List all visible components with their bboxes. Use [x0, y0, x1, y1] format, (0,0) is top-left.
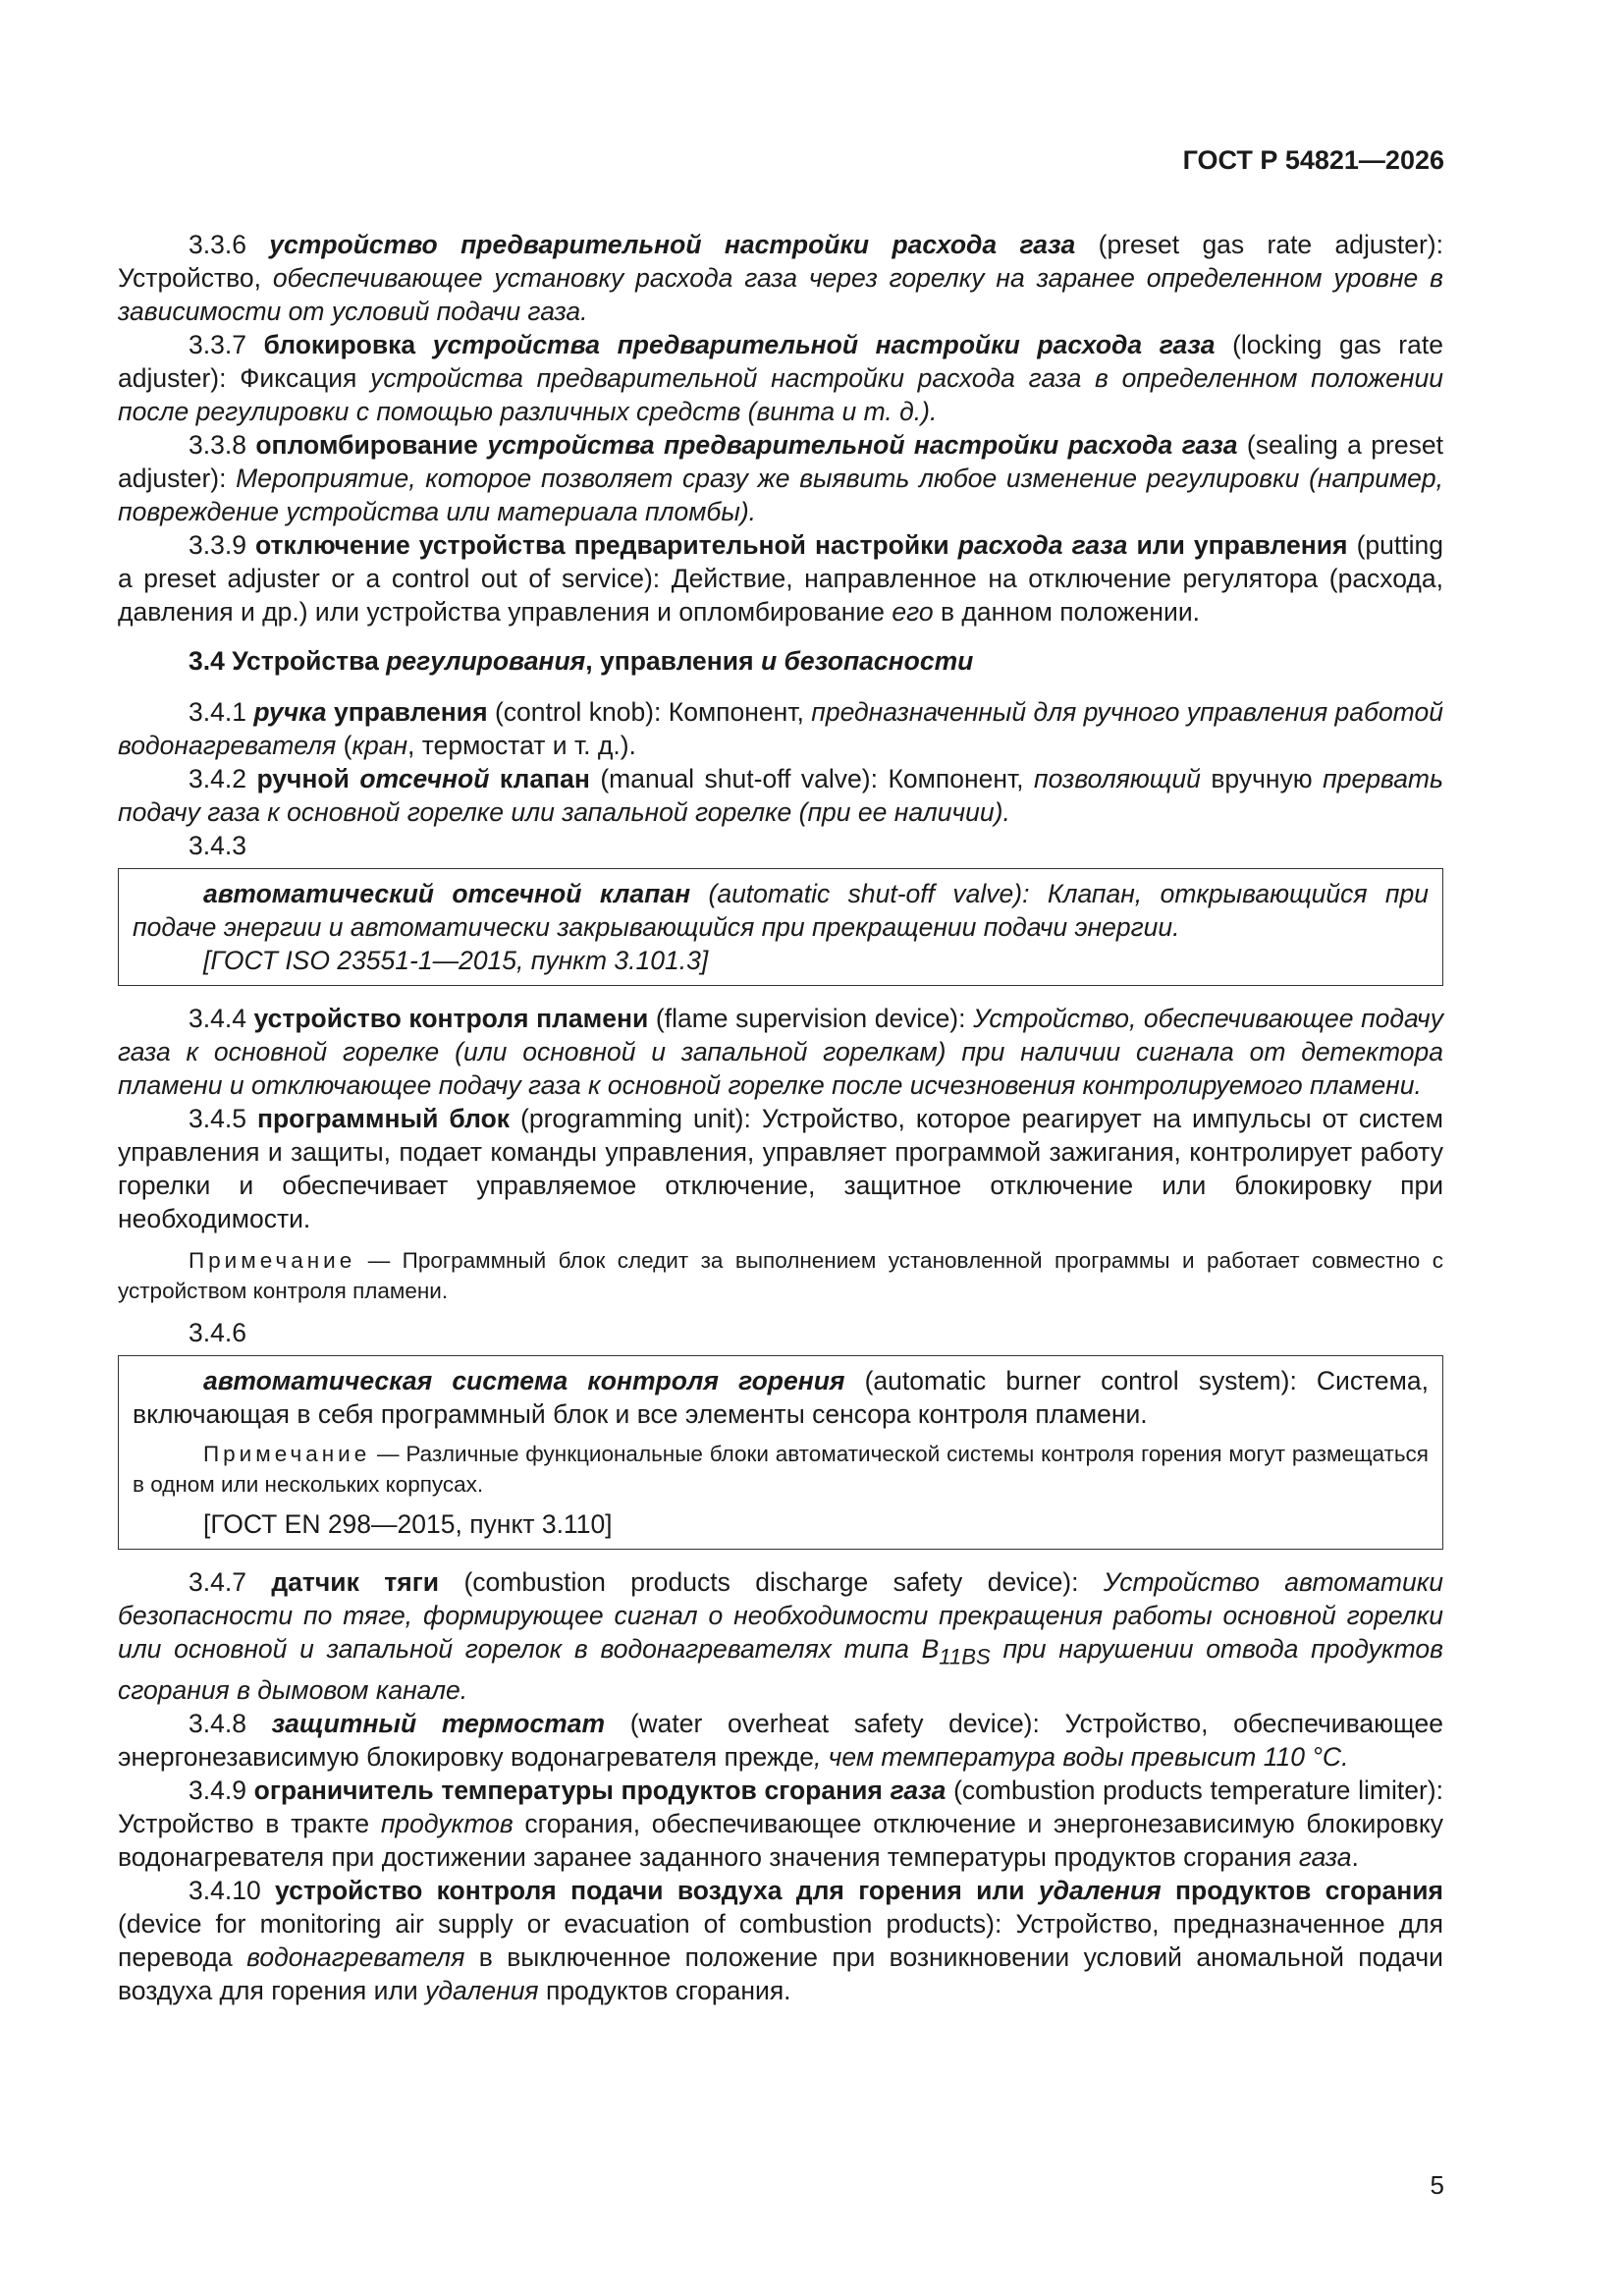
note-dash: —	[370, 1442, 406, 1466]
term-title-italic: защитный термостат	[271, 1709, 606, 1739]
term-title-italic: отсечной	[359, 764, 490, 793]
source-reference: [ГОСТ ISO 23551-1—2015, пункт 3.101.3]	[203, 946, 709, 975]
source-reference: [ГОСТ EN 298—2015, пункт 3.110]	[203, 1509, 613, 1539]
document-id-header: ГОСТ Р 54821—2026	[1182, 145, 1444, 175]
note-label: Примечание	[203, 1442, 371, 1466]
term-definition: Компонент,	[668, 697, 804, 727]
term-number: 3.4.2	[189, 764, 246, 793]
term-3-4-4	[118, 1002, 1443, 1102]
quoted-term-text	[133, 877, 1429, 944]
term-english: (manual shut-off valve):	[600, 764, 878, 793]
term-title-italic: устройства предварительной настройки расхода газа	[487, 430, 1238, 460]
term-definition-italic: Устройство, обеспечивающее подачу газа к основной горелке (или основной и запальной горелкам) при наличии сигнала от детектора пламени и отключающее подачу газа к основной горелке после исчезновения контролируемого пламени.	[118, 1004, 1443, 1100]
term-definition-italic: обеспечивающее установку расхода газа через горелку на заранее определенном уровне в зависимости от условий подачи газа.	[118, 263, 1443, 326]
term-definition-subscript: 11BS	[939, 1644, 991, 1669]
term-title-italic: устройства предварительной настройки расхода газа	[432, 330, 1216, 359]
term-definition: Устройство, предназначенное для перевода	[118, 1909, 1443, 1973]
term-title: ручной	[256, 764, 350, 793]
term-title: ограничитель температуры продуктов сгорания	[253, 1776, 883, 1806]
term-3-4-7	[118, 1565, 1443, 1707]
term-definition: Устройство, которое реагирует на импульсы от систем управления и защиты, подает команды управления, управляет программой зажигания, контролирует работу горелки и обеспечивает управляемое отключение, защитное отключение или блокировку при необходимости.	[118, 1104, 1444, 1233]
term-title: устройство контроля подачи воздуха для горения или	[275, 1876, 1025, 1906]
term-3-4-5	[118, 1102, 1443, 1235]
section-title-part: , управления	[585, 646, 754, 676]
term-title: программный блок	[256, 1104, 511, 1133]
term-number-3-4-3: 3.4.3	[189, 831, 246, 860]
term-title-italic: автоматическая система контроля горения	[203, 1366, 845, 1395]
term-english: (flame supervision device):	[655, 1004, 966, 1033]
term-number: 3.4.5	[189, 1104, 246, 1133]
term-3-3-7	[118, 328, 1443, 428]
term-definition-italic: Мероприятие, которое позволяет сразу же выявить любое изменение регулировки (например, повреждение устройства или материала пломбы).	[118, 464, 1443, 526]
note-text: Различные функциональные блоки автоматической системы контроля горения могут размещаться в одном или нескольких корпусах.	[133, 1442, 1429, 1497]
note-label: Примечание	[189, 1248, 356, 1273]
term-definition-italic: прервать подачу газа к основной горелке или запальной горелке (при ее наличии).	[118, 764, 1443, 827]
term-title: опломбирование	[255, 430, 478, 460]
term-title: блокировка	[263, 330, 416, 359]
term-definition: в выключенное положение при возникновении условий аномальной подачи воздуха для горения или	[118, 1942, 1443, 2006]
term-3-3-6	[118, 228, 1443, 328]
term-title: датчик тяги	[271, 1567, 440, 1597]
section-title-part: Устройства	[232, 646, 379, 676]
term-definition: Фиксация	[240, 363, 357, 393]
term-english: (putting a preset adjuster or a control out of service):	[118, 530, 1443, 593]
section-heading-3-4	[118, 644, 1443, 678]
term-title-tail: или управления	[1136, 530, 1348, 560]
term-definition: Устройство,	[118, 263, 261, 293]
term-title: клапан	[499, 764, 590, 793]
term-number: 3.3.7	[189, 330, 246, 359]
term-definition-italic: его	[892, 597, 934, 627]
term-definition-tail: в данном положении.	[940, 597, 1200, 627]
term-number: 3.4.9	[189, 1776, 246, 1806]
quoted-term-box-3-4-3	[118, 868, 1443, 986]
term-number: 3.4.1	[189, 697, 246, 727]
term-definition: сгорания, обеспечивающее отключение и энергонезависимую блокировку водонагревателя при достижении заранее заданного значения температуры продуктов сгорания	[118, 1809, 1443, 1873]
term-definition: Компонент,	[888, 764, 1024, 793]
term-definition-italic: при нарушении отвода продуктов сгорания в дымовом канале.	[118, 1634, 1443, 1706]
term-title: устройство предварительной настройки расхода газа	[269, 230, 1076, 259]
term-english: (preset gas rate adjuster):	[1098, 230, 1443, 259]
term-3-4-2	[118, 762, 1443, 829]
term-title: продуктов сгорания	[1175, 1876, 1443, 1906]
term-number: 3.4.7	[189, 1567, 246, 1597]
term-definition-italic: продуктов	[380, 1809, 514, 1839]
section-title-italic: регулирования	[386, 646, 586, 676]
term-definition: продуктов сгорания.	[545, 1976, 791, 2006]
term-title-italic: удаления	[1038, 1876, 1162, 1906]
quoted-term-text	[133, 1364, 1429, 1431]
term-english: (device for monitoring air supply or evacuation of combustion products):	[118, 1909, 1002, 1940]
note-text: Программный блок следит за выполнением установленной программы и работает совместно с устройством контроля пламени.	[118, 1248, 1443, 1303]
term-definition: вручную	[1211, 764, 1313, 793]
term-title-italic: газа	[890, 1776, 947, 1806]
term-title: отключение устройства предварительной настройки	[255, 530, 949, 560]
note-dash: —	[355, 1248, 403, 1273]
term-definition-italic: водонагревателя	[246, 1942, 465, 1973]
term-definition-italic: , чем температура воды превысит 110 °С.	[813, 1742, 1349, 1773]
term-english: (programming unit):	[520, 1104, 751, 1133]
term-3-3-8	[118, 428, 1443, 528]
term-definition-italic: удаления	[425, 1976, 539, 2006]
term-english: (sealing a preset adjuster):	[118, 430, 1443, 493]
term-3-3-9	[118, 528, 1443, 629]
term-definition: , термостат и т. д.).	[407, 731, 636, 760]
term-definition-italic: кран	[352, 731, 408, 760]
document-body	[118, 228, 1443, 2007]
quoted-term-box-3-4-6	[118, 1355, 1443, 1550]
term-definition: .	[1351, 1842, 1359, 1873]
term-definition: (automatic burner control system): Система, включающая в себя программный блок и все элементы сенсора контроля пламени.	[133, 1366, 1429, 1429]
section-title-italic: и безопасности	[760, 646, 974, 676]
term-3-4-9	[118, 1774, 1443, 1874]
term-english: (control knob):	[494, 697, 662, 727]
note-3-4-5	[118, 1245, 1443, 1306]
term-definition-italic: устройства предварительной настройки расхода газа в определенном положении после регулировки с помощью различных средств (винта и т. д.).	[118, 363, 1443, 426]
term-definition: Устройство, обеспечивающее энергонезависимую блокировку водонагревателя прежде	[118, 1709, 1443, 1773]
term-number: 3.3.8	[189, 430, 246, 460]
term-3-4-8	[118, 1707, 1443, 1774]
term-definition: (	[343, 731, 352, 760]
term-title-italic: расхода газа	[957, 530, 1128, 560]
term-title-italic: автоматический отсечной клапан	[203, 879, 691, 908]
term-title-italic: ручка	[253, 697, 327, 727]
term-3-4-1	[118, 695, 1443, 762]
term-number: 3.3.9	[189, 530, 246, 560]
term-number: 3.4.4	[189, 1004, 246, 1033]
term-number: 3.4.10	[189, 1876, 261, 1906]
term-english: (water overheat safety device):	[629, 1709, 1040, 1739]
term-title: устройство контроля пламени	[253, 1004, 649, 1033]
term-definition: Действие, направленное на отключение регулятора (расхода, давления и др.) или устройства управления и опломбирование	[118, 564, 1443, 627]
term-definition-italic: Устройство автоматики безопасности по тяге, формирующее сигнал о необходимости прекращения работы основной горелки или основной и запальной горелок в водонагревателях типа B	[118, 1567, 1444, 1664]
term-title: управления	[333, 697, 488, 727]
term-3-4-10	[118, 1874, 1443, 2007]
term-number: 3.4.8	[189, 1709, 246, 1739]
section-number: 3.4	[189, 646, 225, 676]
term-english: (locking gas rate adjuster):	[118, 330, 1443, 393]
term-definition-italic: позволяющий	[1034, 764, 1201, 793]
term-english: (combustion products discharge safety device):	[463, 1567, 1079, 1597]
term-definition: Устройство в тракте	[118, 1809, 370, 1839]
term-number-3-4-6: 3.4.6	[189, 1318, 246, 1347]
term-definition-italic: предназначенный для ручного управления работой водонагревателя	[118, 697, 1443, 760]
page-number: 5	[1430, 2170, 1444, 2200]
term-number: 3.3.6	[189, 230, 246, 259]
term-definition-italic: (automatic shut-off valve): Клапан, открывающийся при подаче энергии и автоматически закрывающийся при прекращении подачи энергии.	[133, 879, 1429, 942]
term-english: (combustion products temperature limiter):	[953, 1776, 1443, 1806]
boxed-note	[133, 1439, 1429, 1500]
term-definition-italic: газа	[1298, 1842, 1352, 1873]
